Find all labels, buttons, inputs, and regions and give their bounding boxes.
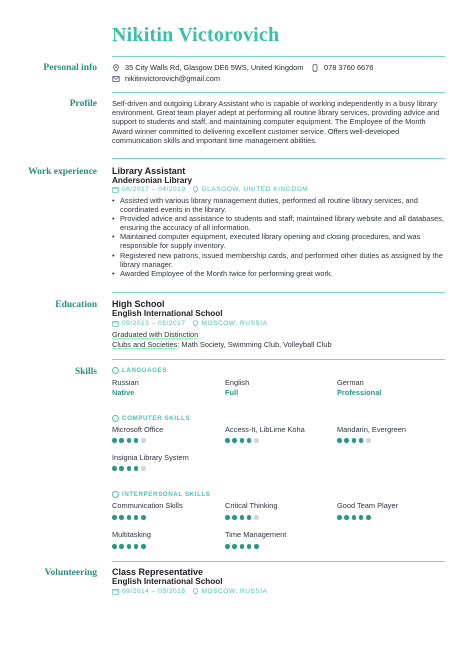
job-organization: Andersonian Library — [112, 176, 193, 185]
rating-dot-filled — [134, 466, 139, 471]
volunteer-location: MOSCOW, RUSSIA — [201, 588, 268, 595]
skill-name: Communication Skills — [112, 501, 183, 510]
email-row — [112, 74, 220, 83]
rating-dot-filled — [112, 438, 117, 443]
rating-dot-empty — [141, 466, 146, 471]
job-dates: 06/2017 – 04/2019 — [122, 186, 186, 193]
section-divider — [112, 56, 445, 57]
skill-name: Critical Thinking — [225, 501, 278, 510]
rating-dot-filled — [232, 515, 237, 520]
rating-dot-filled — [112, 544, 117, 549]
skill-name: Microsoft Office — [112, 425, 164, 434]
skill-name: Time Management — [225, 530, 287, 539]
section-divider — [112, 292, 445, 293]
skill-rating — [225, 438, 261, 443]
section-title-personal-info: Personal info — [43, 63, 97, 73]
rating-dot-filled — [119, 466, 124, 471]
rating-dot-filled — [247, 515, 252, 520]
rating-dot-filled — [134, 515, 139, 520]
clubs-value: : Math Society, Swimming Club, Volleyball Club — [177, 340, 332, 349]
skill-rating — [225, 544, 261, 549]
rating-dot-filled — [337, 438, 342, 443]
rating-dot-filled — [337, 515, 342, 520]
rating-dot-filled — [247, 438, 252, 443]
profile-summary: Self-driven and outgoing Library Assistant who is capable of working independently in a busy library environment. Great team player adept at performing all routine library services, providing advice and support to students and staff, and maintaining computer equipment. The Employee of the Month Award winner committed to delivering excellent customer service. Offers well-developed communication skills and important time management abilities. — [112, 99, 440, 145]
rating-dot-filled — [344, 515, 349, 520]
rating-dot-filled — [134, 544, 139, 549]
list-item: • Awarded Employee of the Month twice for performing great work. — [112, 269, 447, 278]
job-location: GLASGOW, UNITED KINGDOM — [201, 186, 309, 193]
rating-dot-filled — [240, 544, 245, 549]
rating-dot-empty — [366, 438, 371, 443]
skill-rating — [337, 515, 373, 520]
clubs-label: Clubs and Societies — [112, 340, 178, 349]
candidate-name: Nikitin Victorovich — [112, 24, 280, 46]
rating-dot-filled — [344, 438, 349, 443]
rating-dot-filled — [359, 438, 364, 443]
rating-dot-filled — [232, 438, 237, 443]
section-divider — [112, 359, 445, 360]
section-title-education: Education — [55, 300, 97, 310]
rating-dot-filled — [254, 544, 259, 549]
rating-dot-filled — [112, 466, 117, 471]
rating-dot-filled — [232, 544, 237, 549]
education-distinction: Graduated with Distinction — [112, 330, 199, 339]
address-text: 35 City Walls Rd, Glasgow DE6 5WS, United Kingdom — [125, 63, 304, 72]
section-title-work-experience: Work experience — [28, 167, 97, 177]
skill-rating — [112, 515, 148, 520]
rating-dot-filled — [225, 438, 230, 443]
location-pin-icon — [192, 320, 199, 327]
skill-name: Russian — [112, 378, 139, 387]
skill-level: Native — [112, 388, 135, 397]
education-organization: English International School — [112, 309, 223, 318]
computer-icon — [112, 415, 119, 422]
volunteer-organization: English International School — [112, 577, 223, 586]
section-divider — [112, 92, 445, 93]
volunteer-title: Class Representative — [112, 567, 204, 577]
skill-name: Access-It, LibLime Koha — [225, 425, 305, 434]
job-duties-list — [112, 196, 447, 278]
skill-level: Full — [225, 388, 239, 397]
education-dates: 09/2013 – 05/2017 — [122, 320, 186, 327]
languages-heading: LANGUAGES — [112, 367, 167, 374]
skill-level: Professional — [337, 388, 382, 397]
rating-dot-filled — [127, 544, 132, 549]
skill-name: English — [225, 378, 250, 387]
section-title-skills: Skills — [74, 367, 97, 377]
volunteer-dates: 09/2014 – 05/2015 — [122, 588, 186, 595]
rating-dot-filled — [127, 515, 132, 520]
rating-dot-empty — [254, 515, 259, 520]
calendar-icon — [112, 320, 119, 327]
list-item: • Maintained computer equipment, executed library opening and closing procedures, and was responsible for supply inventory. — [112, 232, 447, 250]
rating-dot-filled — [112, 515, 117, 520]
phone-row — [311, 63, 373, 72]
education-clubs — [112, 340, 332, 349]
globe-icon — [112, 367, 119, 374]
skill-name: Multitasking — [112, 530, 152, 539]
calendar-icon — [112, 186, 119, 193]
interpersonal-skills-heading: INTERPERSONAL SKILLS — [112, 491, 211, 498]
computer-skills-heading: COMPUTER SKILLS — [112, 415, 190, 422]
rating-dot-filled — [225, 544, 230, 549]
rating-dot-filled — [359, 515, 364, 520]
rating-dot-empty — [254, 438, 259, 443]
education-meta — [112, 320, 268, 327]
phone-text: 078 3760 6676 — [324, 63, 374, 72]
location-pin-icon — [112, 64, 120, 72]
rating-dot-filled — [119, 544, 124, 549]
section-title-profile: Profile — [69, 99, 97, 109]
rating-dot-filled — [119, 515, 124, 520]
rating-dot-filled — [119, 438, 124, 443]
rating-dot-filled — [141, 515, 146, 520]
rating-dot-filled — [141, 544, 146, 549]
rating-dot-filled — [225, 515, 230, 520]
rating-dot-filled — [240, 438, 245, 443]
job-meta — [112, 186, 308, 193]
skill-rating — [112, 438, 148, 443]
education-location: MOSCOW, RUSSIA — [201, 320, 268, 327]
skill-rating — [112, 466, 148, 471]
rating-dot-filled — [366, 515, 371, 520]
skill-name: Insignia Library System — [112, 453, 189, 462]
skill-name: Mandarin, Evergreen — [337, 425, 407, 434]
section-divider — [112, 158, 445, 159]
address-row — [112, 63, 303, 72]
phone-icon — [311, 64, 319, 72]
list-item: • Assisted with various library management duties, performed all routine library services, and coordinated events in the library. — [112, 196, 447, 214]
calendar-icon — [112, 588, 119, 595]
skill-name: Good Team Player — [337, 501, 399, 510]
education-title: High School — [112, 299, 165, 309]
rating-dot-empty — [141, 438, 146, 443]
skill-rating — [225, 515, 261, 520]
rating-dot-filled — [134, 438, 139, 443]
rating-dot-filled — [127, 466, 132, 471]
section-title-volunteering: Volunteering — [44, 568, 97, 578]
rating-dot-filled — [240, 515, 245, 520]
people-icon — [112, 491, 119, 498]
location-pin-icon — [192, 186, 199, 193]
list-item: • Provided advice and assistance to students and staff; maintained library website and all databases, ensuring the accuracy of all information. — [112, 214, 447, 232]
list-item: • Registered new patrons, issued membership cards, and performed other duties as assigned by the library manager. — [112, 251, 447, 269]
email-text[interactable]: nikitinvictorovich@gmail.com — [125, 74, 220, 83]
volunteer-meta — [112, 588, 268, 595]
rating-dot-filled — [247, 544, 252, 549]
rating-dot-filled — [352, 438, 357, 443]
skill-name: German — [337, 378, 364, 387]
mail-icon — [112, 75, 120, 83]
rating-dot-filled — [352, 515, 357, 520]
location-pin-icon — [192, 588, 199, 595]
skill-rating — [112, 544, 148, 549]
rating-dot-filled — [127, 438, 132, 443]
section-divider — [112, 561, 445, 562]
skill-rating — [337, 438, 373, 443]
job-title: Library Assistant — [112, 166, 186, 176]
